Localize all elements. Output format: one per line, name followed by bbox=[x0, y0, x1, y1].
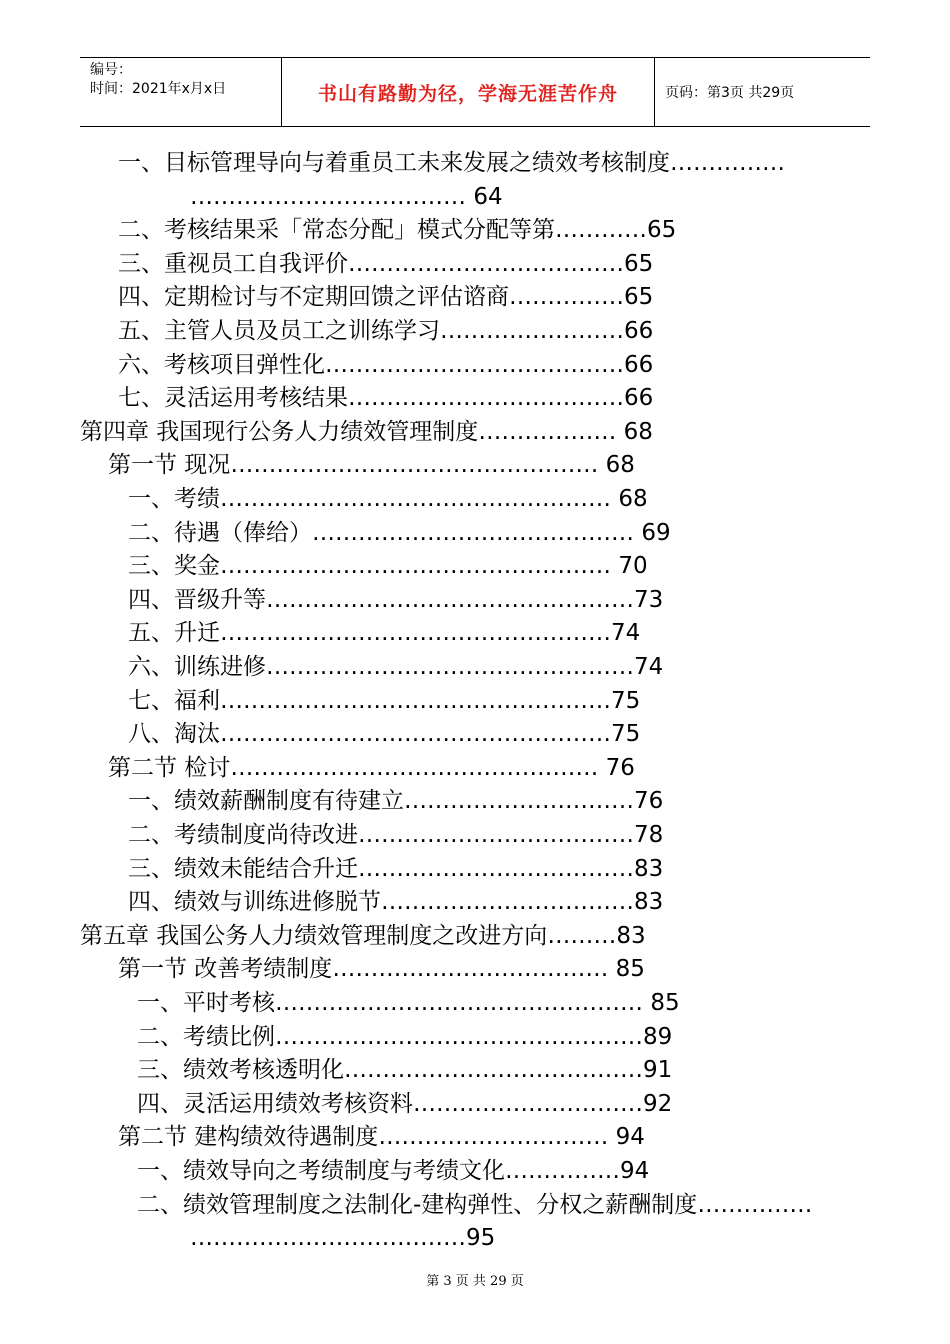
toc-entry[interactable] bbox=[137, 1189, 812, 1222]
page-header bbox=[80, 57, 870, 127]
toc-leader-dots: …………………………………………… bbox=[220, 486, 619, 512]
toc-entry[interactable] bbox=[128, 617, 640, 650]
toc-leader-dots: ………………………………… bbox=[344, 1057, 643, 1084]
toc-leader-dots: …………………………………………… bbox=[220, 620, 611, 647]
toc-entry[interactable] bbox=[128, 718, 640, 751]
toc-entry-label: 六、训练进修 bbox=[128, 654, 266, 680]
toc-leader-dots: ……………………………… bbox=[190, 183, 474, 210]
toc-entry[interactable] bbox=[128, 584, 663, 617]
toc-page-number: 68 bbox=[618, 486, 648, 512]
toc-page-number: 73 bbox=[634, 586, 664, 613]
toc-leader-dots: ………………………………………… bbox=[230, 754, 606, 781]
toc-entry-label: 二、考绩比例 bbox=[137, 1023, 275, 1050]
toc-page-number: 85 bbox=[650, 990, 680, 1016]
toc-page-number: 65 bbox=[624, 250, 654, 277]
toc-entry[interactable] bbox=[118, 382, 653, 415]
toc-entry-label: 第四章 我国现行公务人力绩效管理制度 bbox=[80, 418, 479, 445]
toc-entry[interactable] bbox=[128, 517, 671, 550]
toc-page-number: 85 bbox=[615, 956, 645, 983]
toc-entry-label: 四、定期检讨与不定期回馈之评估谘商 bbox=[118, 284, 509, 311]
toc-leader-dots: ………………………………… bbox=[325, 351, 624, 378]
toc-leader-dots: ………………………………………… bbox=[266, 654, 634, 680]
toc-leader-dots: ……………… bbox=[478, 418, 624, 445]
toc-entry[interactable] bbox=[118, 214, 676, 247]
toc-entry-label: 第五章 我国公务人力绩效管理制度之改进方向 bbox=[80, 922, 548, 949]
page-footer: 第 3 页 共 29 页 bbox=[426, 1274, 524, 1289]
page-info: 页码：第3页 共29页 bbox=[665, 85, 795, 101]
toc-entry[interactable] bbox=[108, 449, 635, 482]
toc-leader-dots: ……………………………… bbox=[348, 385, 624, 412]
toc-entry[interactable] bbox=[137, 1021, 672, 1054]
toc-page-number: 95 bbox=[466, 1225, 496, 1252]
toc-leader-dots: …………………………………………… bbox=[220, 721, 611, 748]
toc-entry-label: 七、灵活运用考核结果 bbox=[118, 385, 348, 412]
toc-entry[interactable] bbox=[128, 685, 640, 718]
toc-leader-dots: ……………………………… bbox=[348, 250, 624, 277]
toc-entry[interactable] bbox=[128, 651, 663, 684]
toc-leader-dots: ……………………………… bbox=[358, 822, 634, 848]
toc-leader-dots: ……… bbox=[547, 922, 617, 949]
toc-leader-dots: ……………………………… bbox=[358, 855, 634, 882]
toc-entry-label: 三、重视员工自我评价 bbox=[118, 250, 348, 277]
toc-page-number: 74 bbox=[634, 654, 664, 680]
toc-entry-label: 五、主管人员及员工之训练学习 bbox=[118, 318, 440, 344]
toc-page-number: 91 bbox=[643, 1057, 673, 1084]
toc-leader-dots: ………… bbox=[555, 217, 647, 244]
toc-page-number: 76 bbox=[605, 754, 635, 781]
toc-entry-label: 三、绩效考核透明化 bbox=[137, 1057, 344, 1084]
toc-entry[interactable] bbox=[128, 483, 648, 516]
toc-leader-dots: …………………………………………… bbox=[220, 553, 619, 580]
toc-leader-dots: ………………………………………… bbox=[230, 452, 606, 479]
toc-entry-label: 五、升迁 bbox=[128, 620, 220, 647]
document-time-label: 时间：2021年x月x日 bbox=[90, 81, 227, 97]
toc-entry-label: 四、灵活运用绩效考核资料 bbox=[137, 1090, 413, 1117]
toc-entry[interactable] bbox=[128, 819, 663, 852]
toc-leader-dots: …………… bbox=[505, 1158, 620, 1184]
toc-entry[interactable] bbox=[118, 1121, 645, 1154]
toc-entry[interactable] bbox=[128, 550, 648, 583]
toc-leader-dots: …………… bbox=[509, 284, 624, 311]
toc-entry-label: 二、待遇（俸给） bbox=[128, 519, 312, 546]
toc-entry-label: 二、考绩制度尚待改进 bbox=[128, 822, 358, 848]
toc-leader-dots: …………… bbox=[670, 150, 785, 176]
toc-entry[interactable] bbox=[118, 147, 785, 180]
toc-entry-label: 六、考核项目弹性化 bbox=[118, 351, 325, 378]
toc-page-number: 69 bbox=[641, 519, 671, 546]
toc-page-number: 76 bbox=[634, 788, 664, 815]
toc-page-number: 66 bbox=[624, 385, 654, 412]
toc-page-number: 75 bbox=[611, 687, 641, 714]
toc-page-number: 65 bbox=[647, 217, 677, 244]
toc-entry-label: 八、淘汰 bbox=[128, 721, 220, 748]
toc-entry[interactable] bbox=[137, 1054, 672, 1087]
motto-text: 书山有路勤为径，学海无涯苦作舟 bbox=[317, 82, 618, 105]
document-number-label: 编号： bbox=[90, 62, 132, 78]
toc-entry-label: 四、晋级升等 bbox=[128, 586, 266, 613]
header-meta bbox=[80, 58, 281, 126]
header-page-cell bbox=[655, 58, 870, 126]
toc-entry[interactable] bbox=[137, 987, 680, 1020]
toc-page-number: 83 bbox=[634, 889, 664, 916]
toc-entry-label: 第一节 现况 bbox=[108, 452, 231, 479]
toc-page-number: 65 bbox=[624, 284, 654, 311]
toc-page-number: 70 bbox=[618, 553, 648, 580]
toc-page-number: 83 bbox=[634, 855, 664, 882]
toc-page-number: 74 bbox=[611, 620, 641, 647]
toc-entry-label: 第二节 建构绩效待遇制度 bbox=[118, 1124, 379, 1151]
toc-leader-dots: ……………………………… bbox=[190, 1225, 466, 1252]
toc-entry[interactable] bbox=[128, 853, 663, 886]
toc-page-number: 68 bbox=[605, 452, 635, 479]
toc-entry[interactable] bbox=[80, 416, 653, 449]
toc-entry-label: 第二节 检讨 bbox=[108, 754, 231, 781]
toc-entry-label: 七、福利 bbox=[128, 687, 220, 714]
toc-leader-dots: ………………………………………… bbox=[266, 586, 634, 613]
header-motto-cell bbox=[281, 58, 655, 126]
toc-entry[interactable] bbox=[128, 785, 663, 818]
toc-entry-label: 二、绩效管理制度之法制化-建构弹性、分权之薪酬制度 bbox=[137, 1191, 698, 1218]
toc-entry-label: 一、绩效导向之考绩制度与考绩文化 bbox=[137, 1158, 505, 1184]
toc-entry[interactable] bbox=[128, 886, 663, 919]
toc-leader-dots: …………………………………… bbox=[312, 519, 642, 546]
toc-leader-dots: ………………………………………… bbox=[275, 1023, 643, 1050]
toc-entry-label: 一、平时考核 bbox=[137, 990, 275, 1016]
toc-entry-label: 三、奖金 bbox=[128, 553, 220, 580]
toc-entry[interactable] bbox=[137, 1155, 649, 1188]
toc-entry[interactable] bbox=[190, 181, 503, 214]
toc-leader-dots: ………………………… bbox=[404, 788, 634, 815]
toc-leader-dots: …………………………… bbox=[381, 889, 634, 916]
toc-leader-dots: …………………………………………… bbox=[220, 687, 611, 714]
toc-leader-dots: …………………… bbox=[440, 318, 624, 344]
toc-page-number: 64 bbox=[473, 183, 503, 210]
toc-page-number: 94 bbox=[620, 1158, 650, 1184]
toc-leader-dots: ………………………………………… bbox=[275, 990, 651, 1016]
toc-entry-label: 一、考绩 bbox=[128, 486, 220, 512]
toc-entry[interactable] bbox=[118, 349, 653, 382]
toc-page-number: 66 bbox=[624, 351, 654, 378]
toc-entry-label: 一、绩效薪酬制度有待建立 bbox=[128, 788, 404, 815]
toc-leader-dots: …………… bbox=[697, 1191, 813, 1218]
toc-page-number: 78 bbox=[634, 822, 664, 848]
toc-entry-label: 三、绩效未能结合升迁 bbox=[128, 855, 358, 882]
toc-page-number: 83 bbox=[616, 922, 646, 949]
toc-entry[interactable] bbox=[190, 1222, 495, 1255]
toc-page-number: 94 bbox=[615, 1124, 645, 1151]
toc-page-number: 89 bbox=[643, 1023, 673, 1050]
toc-entry-label: 二、考核结果采「常态分配」模式分配等第 bbox=[118, 217, 555, 244]
toc-page-number: 68 bbox=[623, 418, 653, 445]
toc-entry-label: 四、绩效与训练进修脱节 bbox=[128, 889, 381, 916]
toc-entry-label: 第一节 改善考绩制度 bbox=[118, 956, 333, 983]
toc-entry[interactable] bbox=[137, 1088, 672, 1121]
toc-leader-dots: ……………………………… bbox=[332, 956, 616, 983]
toc-entry[interactable] bbox=[108, 752, 635, 785]
toc-page-number: 92 bbox=[643, 1090, 673, 1117]
toc-page-number: 75 bbox=[611, 721, 641, 748]
toc-entry-label: 一、目标管理导向与着重员工未来发展之绩效考核制度 bbox=[118, 150, 670, 176]
toc-entry[interactable] bbox=[118, 281, 653, 314]
toc-leader-dots: ………………………… bbox=[378, 1124, 616, 1151]
toc-entry[interactable] bbox=[80, 920, 646, 953]
toc-leader-dots: ………………………… bbox=[413, 1090, 643, 1117]
toc-entry[interactable] bbox=[118, 248, 653, 281]
toc-page-number: 66 bbox=[624, 318, 654, 344]
toc-entry[interactable] bbox=[118, 315, 653, 348]
toc-entry[interactable] bbox=[118, 953, 645, 986]
